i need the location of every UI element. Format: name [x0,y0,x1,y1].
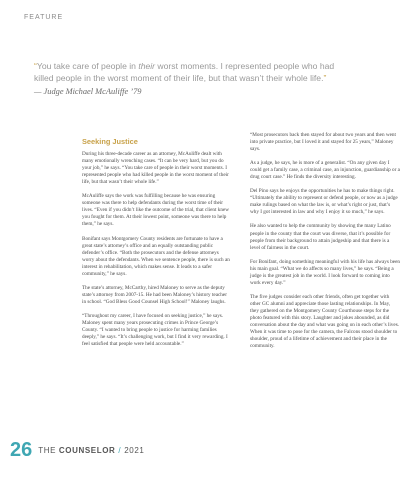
section-heading: Seeking Justice [82,137,138,146]
article-paragraph: As a judge, he says, he is more of a generalist. “On any given day I could get a family case, a criminal case, an injunction, guardianship or a drug court case.” He finds the diversity interesting. [250,160,400,181]
article-paragraph: He also wanted to help the community by showing the many Latino people in the county that the court was diverse, that it’s possible for people from their background to attain judgeship and that there is a level of fairness in the court. [250,223,391,251]
publication-name [38,446,144,455]
quote-part-2: worst moments. I represented people who had killed people in the worst moment of their life, but that wasn’t their whole life. [34,61,335,84]
quote-attribution: — Judge Michael McAuliffe ’79 [34,87,142,97]
footer-separator: / [118,445,122,455]
article-paragraph: McAuliffe says the work was fulfilling because he was ensuring someone was there to help defendants during the worst time of their lives. “Even if you didn’t like the outcome of the trial, that client knew you fought for them. At their lowest point, someone was there to help them,” he says. [82,193,229,228]
article-paragraph: For Bonifant, doing something meaningful with his life has always been his main goal. “What we do affects so many lives,” he says. “Being a judge is the greatest job in the world. I look forward to coming into work every day.” [250,258,400,286]
article-paragraph: Del Pino says he enjoys the opportunities he has to make things right. “Ultimately the ability to represent or defend people, or now as a judge make rulings based on what the law is, or what’s right or just, that’s why I got interested in law and why I enjoy it so much,” he says. [250,188,398,216]
article-paragraph: Bonifant says Montgomery County residents are fortunate to have a great state’s attorney’s office and an equally outstanding public defender’s office. “Both the prosecutors and the defense attorneys worry about the defendants. When we sentence people, there is such an interest in rehabilitation, which makes sense. It leads to a safer community,” he says. [82,235,230,277]
article-column-left [82,138,232,355]
article-paragraph: The state’s attorney, McCarthy, hired Maloney to serve as the deputy state’s attorney from 2007-15. He had been Maloney’s history teacher in school. “God Bless Good Counsel High School!” Maloney laughs. [82,284,227,305]
publication-title: COUNSELOR [58,445,116,455]
page-footer [10,440,144,460]
article-paragraph: “Most prosecutors back then stayed for about two years and then went into private practice, but I loved it and stayed for 25 years,” Maloney says. [250,132,396,153]
section-label: FEATURE [24,14,64,21]
pull-quote [34,60,354,96]
pull-quote-text [34,60,354,84]
quote-emphasis: their [138,61,156,71]
page-number: 26 [10,439,33,461]
article-paragraph: “Throughout my career, I have focused on seeking justice,” he says. Maloney spent many years prosecuting crimes in Prince George’s County. “I wanted to bring people to justice for harming families deeply,” he says. “It’s challenging work, but I find it very rewarding. I feel satisfied that people were held accountable.” [82,312,228,348]
publication-prefix: THE [38,445,59,455]
article-paragraph: The five judges consider each other friends, often get together with other GC alumni and appreciate those lasting relationships. In May, they gathered on the Montgomery County Courthouse steps for the photo featured with this story. Laughter and jokes abounded, as did conversation about the day and what was going on in each other’s lives. When it was time to pose for the camera, the Falcons stood shoulder to shoulder, proud of a lifetime of achievement and their place in the community. [250,293,400,350]
article-column-right [250,132,400,357]
publication-year: 2021 [124,445,145,455]
close-quote-mark: ” [323,73,327,84]
article-paragraph: During his three-decade career as an attorney, McAuliffe dealt with many emotionally wrenching cases. “It can be very hard, but you do your job,” he says. “You take care of people in their worst moments. I represented people who had killed people in the worst moment of their life, but that wasn’t their whole life.” [82,151,229,186]
open-quote-mark: “ [34,61,37,71]
quote-part-1: You take care of people in [36,61,139,71]
